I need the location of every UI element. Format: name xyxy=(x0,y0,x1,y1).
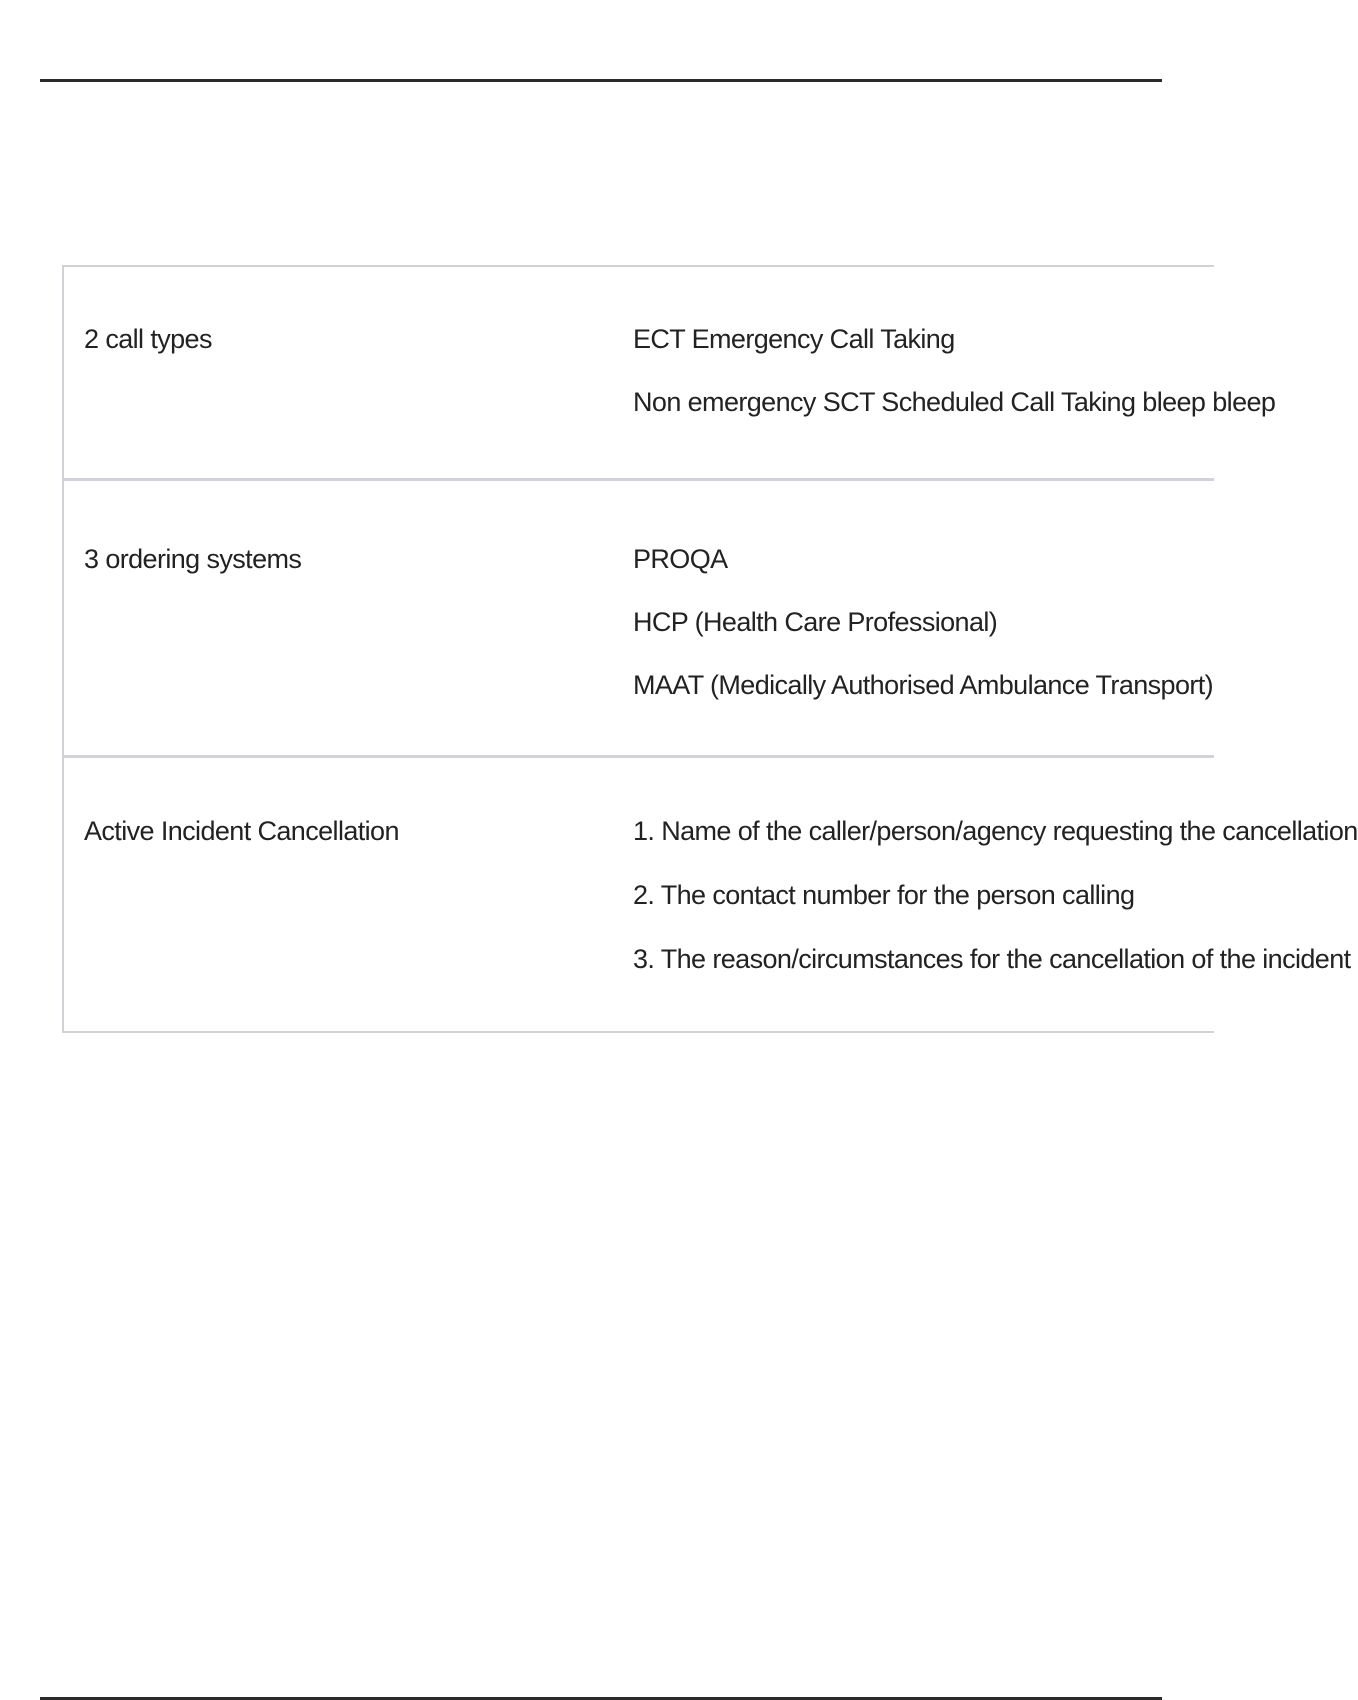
definition-line: HCP (Health Care Professional) xyxy=(633,607,998,637)
definition-cell xyxy=(633,323,1275,449)
term-cell: Active Incident Cancellation xyxy=(84,816,399,846)
definition-line: MAAT (Medically Authorised Ambulance Transport) xyxy=(633,670,1214,700)
table-row xyxy=(64,755,1358,1031)
definition-line: 2. The contact number for the person calling xyxy=(633,880,1135,910)
definition-line: Non emergency SCT Scheduled Call Taking bleep bleep xyxy=(633,387,1276,417)
table-row xyxy=(64,267,1276,478)
top-divider xyxy=(40,79,1162,82)
term-cell: 2 call types xyxy=(84,324,212,354)
definition-line: 1. Name of the caller/person/agency requesting the cancellation xyxy=(633,816,1358,846)
definition-cell xyxy=(633,815,1358,1007)
flashcard-table xyxy=(62,265,1358,1033)
term-cell: 3 ordering systems xyxy=(84,544,302,574)
definition-line: ECT Emergency Call Taking xyxy=(633,324,955,354)
table-row xyxy=(64,478,1214,755)
definition-line: 3. The reason/circumstances for the cancellation of the incident xyxy=(633,944,1351,974)
definition-line: PROQA xyxy=(633,544,728,574)
definition-cell xyxy=(633,543,1213,732)
